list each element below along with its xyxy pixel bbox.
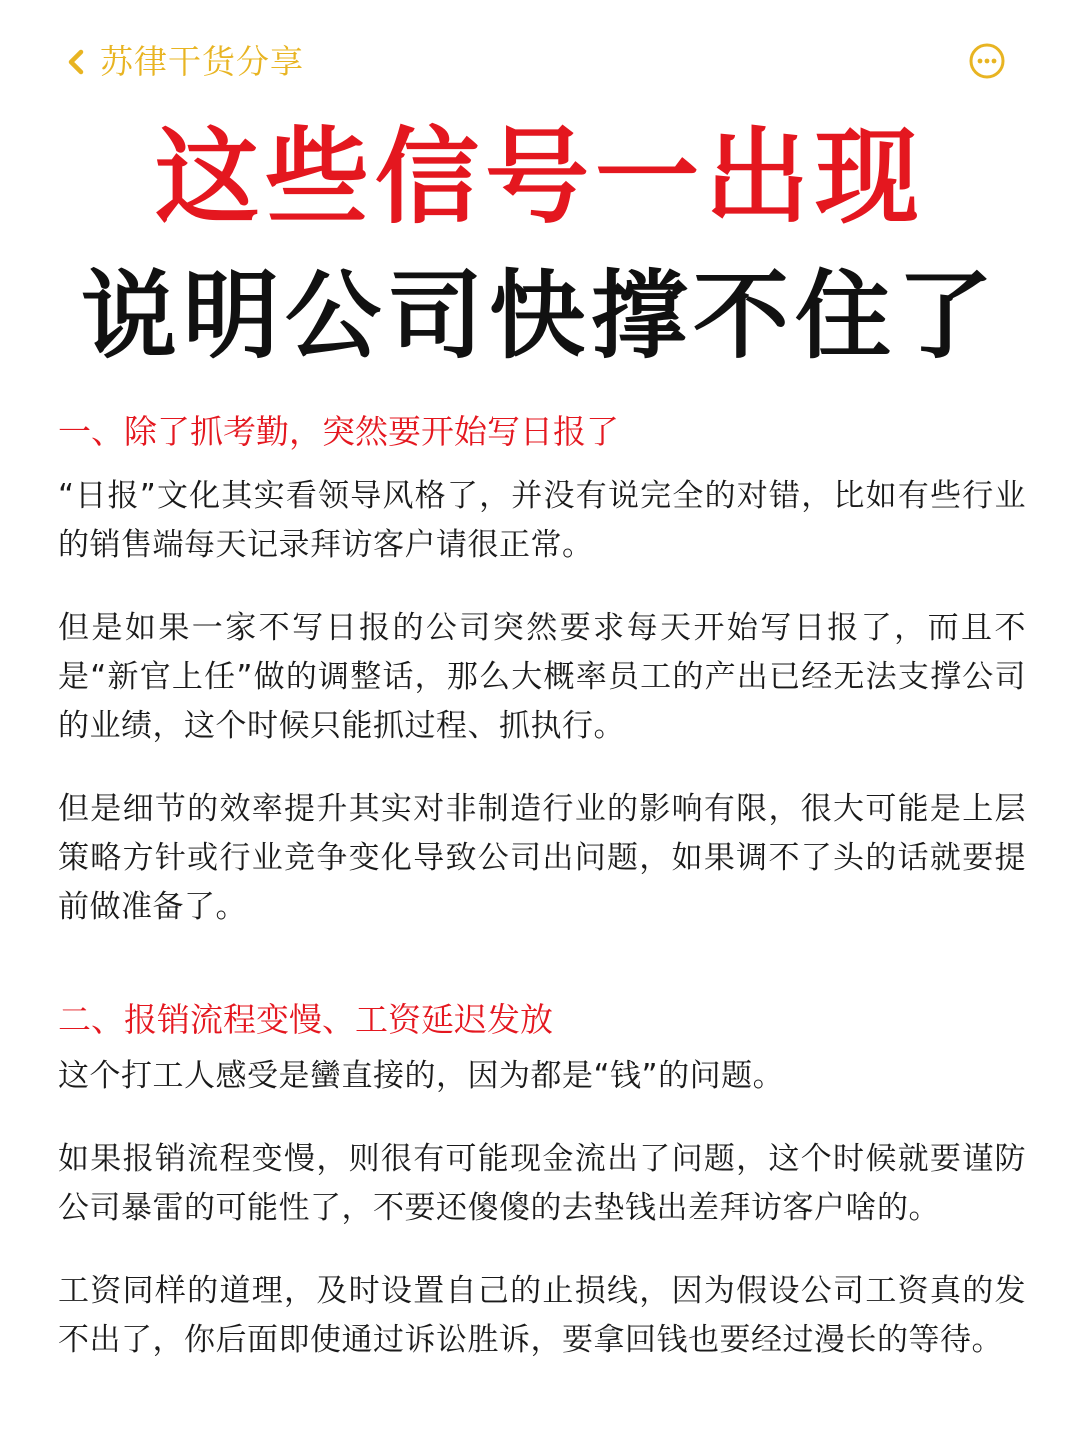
paragraph: 但是如果一家不写日报的公司突然要求每天开始写日报了，而且不是“新官上任”做的调整话，那么大概率员工的产出已经无法支撑公司的业绩，这个时候只能抓过程、抓执行。 (58, 610, 1026, 744)
title-line-2: 说明公司快撑不住了 (81, 260, 999, 372)
account-name: 苏律干货分享 (100, 42, 304, 81)
more-dots-icon (968, 42, 1006, 80)
back-button[interactable] (66, 38, 304, 86)
paragraph: 工资同样的道理，及时设置自己的止损线，因为假设公司工资真的发不出了，你后面即使通过诉讼胜诉，要拿回钱也要经过漫长的等待。 (58, 1273, 1026, 1358)
paragraph: 如果报销流程变慢，则很有可能现金流出了问题，这个时候就要谨防公司暴雷的可能性了，不要还傻傻的去垫钱出差拜访客户啥的。 (58, 1141, 1026, 1226)
chevron-left-icon (66, 47, 86, 77)
title-line-1: 这些信号一出现 (154, 116, 925, 238)
article-body (58, 406, 1026, 1365)
paragraph: “日报”文化其实看领导风格了，并没有说完全的对错，比如有些行业的销售端每天记录拜访客户请很正常。 (58, 478, 1026, 563)
section-heading: 一、除了抓考勤，突然要开始写日报了 (58, 412, 619, 451)
paragraph: 但是细节的效率提升其实对非制造行业的影响有限，很大可能是上层策略方针或行业竞争变化导致公司出问题，如果调不了头的话就要提前做准备了。 (58, 791, 1026, 925)
section-1 (58, 406, 1026, 932)
top-bar (0, 0, 1080, 120)
more-button[interactable] (968, 42, 1006, 80)
section-2 (58, 994, 1026, 1365)
paragraph: 这个打工人感受是蠻直接的，因为都是“钱”的问题。 (58, 1058, 785, 1094)
section-heading: 二、报销流程变慢、工资延迟发放 (58, 1000, 553, 1039)
